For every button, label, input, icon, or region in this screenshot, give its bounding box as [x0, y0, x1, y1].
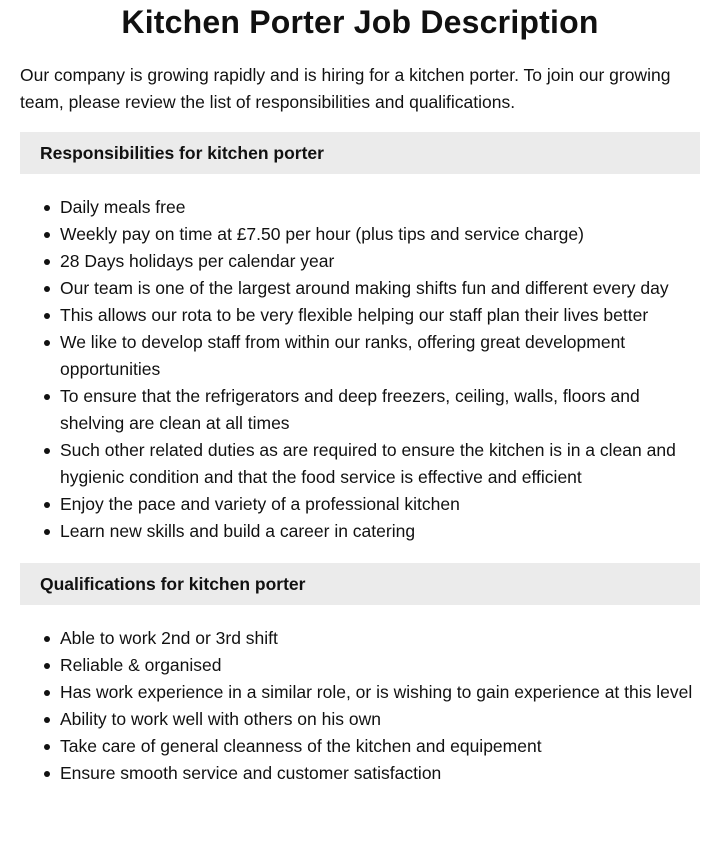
- responsibilities-heading: Responsibilities for kitchen porter: [20, 132, 700, 174]
- qualifications-heading: Qualifications for kitchen porter: [20, 563, 700, 605]
- responsibilities-list: [20, 194, 700, 545]
- list-item: Weekly pay on time at £7.50 per hour (plus tips and service charge): [60, 221, 700, 248]
- list-item: Learn new skills and build a career in catering: [60, 518, 700, 545]
- list-item: Daily meals free: [60, 194, 700, 221]
- list-item: 28 Days holidays per calendar year: [60, 248, 700, 275]
- list-item: Ability to work well with others on his own: [60, 706, 700, 733]
- list-item: This allows our rota to be very flexible helping our staff plan their lives better: [60, 302, 700, 329]
- page-title: Kitchen Porter Job Description: [121, 4, 599, 40]
- qualifications-list: [20, 625, 700, 787]
- list-item: Has work experience in a similar role, or is wishing to gain experience at this level: [60, 679, 700, 706]
- list-item: Our team is one of the largest around making shifts fun and different every day: [60, 275, 700, 302]
- intro-paragraph: Our company is growing rapidly and is hiring for a kitchen porter. To join our growing team, please review the list of responsibilities and qualifications.: [20, 65, 671, 112]
- list-item: Take care of general cleanness of the kitchen and equipement: [60, 733, 700, 760]
- list-item: Such other related duties as are required to ensure the kitchen is in a clean and hygienic condition and that the food service is effective and efficient: [60, 437, 700, 491]
- list-item: Ensure smooth service and customer satisfaction: [60, 760, 700, 787]
- list-item: Reliable & organised: [60, 652, 700, 679]
- list-item: To ensure that the refrigerators and deep freezers, ceiling, walls, floors and shelving are clean at all times: [60, 383, 700, 437]
- list-item: We like to develop staff from within our ranks, offering great development opportunities: [60, 329, 700, 383]
- list-item: Able to work 2nd or 3rd shift: [60, 625, 700, 652]
- list-item: Enjoy the pace and variety of a professional kitchen: [60, 491, 700, 518]
